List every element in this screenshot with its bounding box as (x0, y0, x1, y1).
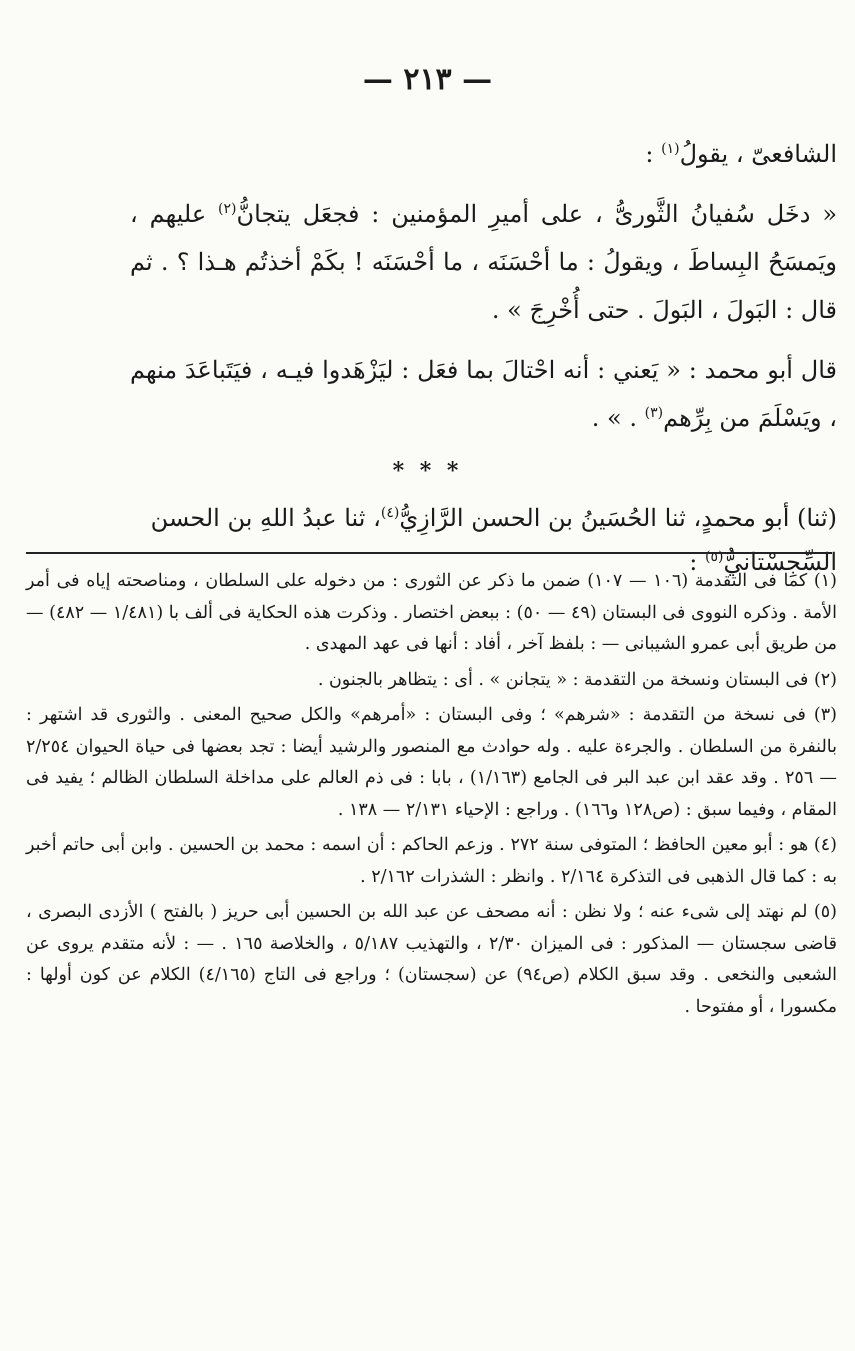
intro-tail: : (645, 140, 662, 168)
chain-text-1: (ثنا) أبو محمدٍ، ثنا الحُسَينُ بن الحسن الرَّازِيُّ (399, 504, 837, 532)
footnote-ref-5[interactable]: (٥) (705, 549, 724, 565)
page-number: — ٢١٣ — (362, 62, 493, 97)
footnote-ref-3[interactable]: (٣) (644, 405, 664, 421)
footnote-4: (٤) هو : أبو معين الحافظ ؛ المتوفى سنة ٢٧٢ . وزعم الحاكم : أن اسمه : محمد بن الحسين . وابن أبى حاتم أخبر به : كما قال الذهبى فى التذكرة ٢/١٦٤ . وانظر : الشذرات ٢/١٦٢ . (26, 835, 837, 887)
comment-text-2: . » . (591, 404, 645, 432)
footnote-2: (٢) فى البستان ونسخة من التقدمة : « يتجانن » . أى : يتظاهر بالجنون . (317, 669, 837, 690)
footnote-ref-1[interactable]: (١) (661, 141, 680, 157)
comment-text-1: قال أبو محمد : « يَعني : أنه احْتالَ بما فعَل : ليَزْهَدوا فيـه ، فيَتَباعَدَ منهم ، ويَسْلَمَ من بِرِّهم (130, 356, 837, 432)
footnote-5: (٥) لم نهتد إلى شىء عنه ؛ ولا نظن : أنه مصحف عن عبد الله بن الحسين أبى حريز ( بالفتح ) الأزدى البصرى ، قاضى سجستان — المذكور : فى الميزان ٢/٣٠ ، والتهذيب ٥/١٨٧ ، والخلاصة ١٦٥ . — : لأنه متقدم يروى عن الشعبى والنخعى . وقد سبق الكلام (ص٩٤) عن (سجستان) ؛ وراجع فى التاج (٤/١٦٥) الكلام عن كون أولها : مكسورا ، أو مفتوحا . (26, 902, 838, 1017)
footnote-3: (٣) فى نسخة من التقدمة : «شرهم» ؛ وفى البستان : «أمرهم» والكل صحيح المعنى . والثورى قد اشتهر : بالنفرة من السلطان . والجرءة عليه . وله حوادث مع المنصور والرشيد أيضا : تجد بعضها فى حياة الحيوان ٢/٢٥٤ — ٢٥٦ . وقد عقد ابن عبد البر فى الجامع (١/١٦٣) ، بابا : فى ذم العالم على مداخلة السلطان الظالم ؛ يفيد فى المقام ، وفيما سبق : (ص١٢٨ و١٦٦) . وراجع : الإحياء ٢/١٣١ — ١٣٨ . (26, 705, 837, 820)
footnote-ref-2[interactable]: (٢) (218, 201, 237, 217)
footnotes-section (26, 566, 837, 1027)
chain-text-3: : (689, 548, 705, 576)
footnote-ref-4[interactable]: (٤) (380, 505, 400, 521)
quote-text-2: عليهم ، ويَمسَحُ البِساطَ ، ويقولُ : ما أحْسَنَه ، ما أحْسَنَه ! بكَمْ أخذتُم هـذا ؟ . ثم قال : البَولَ ، البَولَ . حتى أُخْرِجَ » . (130, 200, 837, 324)
comment-paragraph (130, 346, 837, 442)
footnote-1: (١) كما فى التقدمة (١٠٦ — ١٠٧) ضمن ما ذكر عن الثورى : من دخوله على السلطان ، ومناصحته إياه فى أمر الأمة . وذكره النووى فى البستان (٤٩ — ٥٠) : ببعض اختصار . وذكرت هذه الحكاية فى ألف با (١/٤٨١ — ٤٨٢) — من طريق أبى عمرو الشيبانى — : بلفظ آخر ، أفاد : أنها فى عهد المهدى . (26, 571, 837, 654)
chain-text-2: ، ثنا عبدُ اللهِ بن الحسن السِّجِسْتانيُّ (150, 504, 837, 576)
quote-paragraph (130, 190, 837, 334)
intro-text: الشافعىّ ، يقولُ (679, 140, 837, 168)
section-separator: * * * (392, 458, 463, 484)
footnote-divider (26, 552, 832, 554)
quote-text-1: « دخَل سُفيانُ الثَّورىُّ ، على أميرِ المؤمنين : فجعَل يتجانُّ (236, 200, 838, 228)
main-text (130, 130, 837, 454)
intro-line (130, 130, 837, 178)
